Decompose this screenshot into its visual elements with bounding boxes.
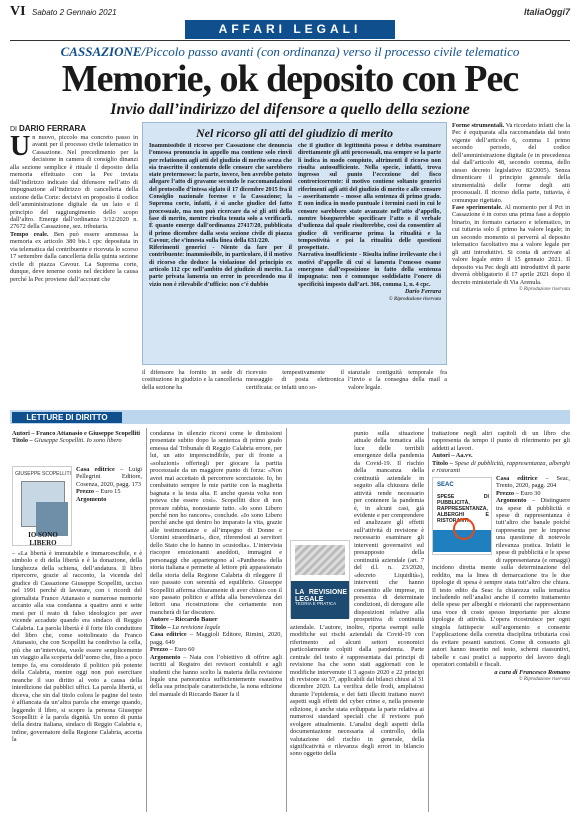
article-text-3: Va ricordato infatti che la Pec è equiparata alla raccomandata dal testo vigente dell’articolo 6, comma 1 primo secondo periodo, del codice dell’amministrazione digitale (e in precedenza dal dall’articolo 48, secondo comma, dello stesso decreto legislativo 82/2005). Senza dimenticare il principio generale della strumentalità delle forme degli atti processuali. Il ricorso della parte, tuttavia, è comunque rigettato. [452, 122, 570, 204]
headline: Memorie, ok deposito con Pec [61, 58, 519, 100]
book3-casa-label: Casa editrice [496, 474, 538, 482]
book3-casa: – Seac, Trento, 2020, pagg. 204 [496, 474, 570, 490]
publication-brand: ItaliaOggi7 [523, 7, 570, 17]
book1-prezzo-label: Prezzo [76, 488, 95, 496]
section-banner: AFFARI LEGALI [185, 20, 395, 39]
cover-photo-frame [21, 481, 65, 527]
cover3-brand: SEAC [437, 481, 454, 488]
article-bottom-1: il difensore ha fornito in sede di costituzione in giudizio e la cancelleria della sezione ha [142, 369, 242, 391]
book1-header [12, 430, 142, 464]
book-cover-scopelliti [12, 466, 72, 546]
cover3-title: SPESE DI PUBBLICITÀ, RAPPRESENTANZA, ALBERGHI E RISTORANTI [437, 493, 489, 524]
book1-casa-label: Casa editrice [76, 466, 115, 473]
book2-prezzo-label: Prezzo [150, 646, 169, 654]
book1-title: Giuseppe Scopelliti. Io sono libero [32, 437, 122, 445]
book1-meta [76, 466, 142, 548]
byline-author: DARIO FERRARA [18, 124, 87, 133]
book2-continued: punto sulla situazione attuale della tematica alla luce delle terribili emergenze della pandemia da Covid-19. Il rischio della mancanza della continuità aziendale in seguito alla chiusura delle attività rende necessario per contenere la pandemia è, in alcuni casi, già evidente e per comprendere ed analizzare gli effetti sull’attività di revisione è necessario esaminare gli interventi governativi sul presupposto della continuità aziendale (art. 7 del d.l. n. 23/2020, «decreto Liquidità»), interventi che hanno consentito alle imprese, in presenza di determinate condizioni, di derogare alle disposizioni relative alla prospettiva di continuità aziendale. L’autore, inoltre, riporta esempi sulle modifiche sui rischi aziendali da Covid-19 con riferimento ad alcuni settori economici particolarmente colpiti dalla pandemia. Parte centrale del testo è rappresentata dai principi di revisione Isa che sono stati aggiornati con le modifiche intervenute il 3 agosto 2020 e 22 principi di revisione su 37, applicabili dai bilanci chiusi al 31 dicembre 2020. La verifica delle frodi, ampliatosi durante l’epidemia, e dei fatti illeciti trattano nuovi aspetti sugli effetti del cyber crime e, nella presente edizione, è anche stata sviluppata la parte relativa ai numerosi standard speciali che il revisore può svolgere attualmente. L’analisi degli aspetti della documentazione necessaria al controllo, della valutazione del rischio in generale, della significatività e rilevanza degli errori in bilancio sono oggetto della [290, 430, 424, 758]
cover-pattern [295, 545, 345, 575]
article-text-2: Ben può essere ammessa la memoria ex articolo 380 bis.1 cpc depositata in via telematica dal contribuente e ricevuta lo scorso 17 settembre dalla cancelleria della quinta sezione civile di piazza Cavour. La Suprema corte, dunque, deve tenerne conto nel decidere la causa perché la Pec proviene dall’account che [10, 230, 138, 283]
cover-author: GIUSEPPE SCOPELLITI [15, 471, 71, 477]
letture-label: LETTURE DI DIRITTO [12, 412, 122, 423]
article-column-1 [10, 134, 138, 394]
issue-date: Sabato 2 Gennaio 2021 [32, 8, 117, 17]
divider-3 [428, 428, 429, 812]
book2-end: trattazione negli altri capitoli di un libro che rappresenta da tempo il punto di riferimento per gli addetti ai lavori. [432, 430, 570, 452]
subheadline: Invio dall’indirizzo del difensore a quello della sezione [110, 101, 470, 118]
book2-arg-label: Argomento [150, 653, 181, 661]
book2-arg: – Nata con l’obiettivo di offrire agli iscritti al Registro dei revisori contabili e agli studenti che hanno scelto la materia della revisione legale una panoramica sufficientemente esaustiva della sua principale caratteristiche, la nona edizione del manuale di Riccardo Bauer fa il [150, 653, 282, 698]
letture-column-4 [432, 430, 570, 812]
box-title: Nel ricorso gli atti del giudizio di merito [195, 126, 393, 140]
sidebar-box [142, 122, 447, 365]
cover2-sub: TEORIA E PRATICA [295, 601, 337, 606]
book2-casa-label: Casa editrice [150, 631, 187, 639]
article-text-4: Al momento per il Pct in Cassazione è in corso una prima fase a doppio binario, in formato cartaceo e telematico, in cui tuttavia solo il primo ha valore legale; in un secondo momento si perverrà al deposito telematico facoltativo ma a valore legale per gli atti introduttivi. Si conta di arrivare al valore legale entro il 15 gennaio 2021. Il deposito via Pec degli atti introduttivi di parte diverrà obbligatorio il 17 aprile 2021 dopo il decreto ministeriale di Via Arenula. [452, 203, 570, 286]
article-text-1: n nuovo, piccolo ma concreto passo in avanti per il processo civile telematico in Cassazione. Nel precedimento per la decisione in camera di consiglio dinanzi alla sezione semplice è ritualе il deposito della memoria effettuato con la Pec inviata dall’indirizzo indicato dal difensore nell’atto di impugnazione all’indirizzo di cancelleria della sezione della Corte: decisivi en proposito il codice dell’amministrazione digitale da un lato e il principio del raggiungimento dello scopo dall’altro. Emerge dall’ordinanza 3/12/2020 n. 27672 della Cassazione, sez. tributaria. [10, 134, 138, 231]
book1-casa: – Luigi Pellegrini Editore, Cosenza, 2020, pagg. 173 [76, 466, 142, 488]
book3-arg-label: Argomento [496, 497, 527, 505]
letture-copyright: © Riproduzione riservata [518, 676, 570, 682]
article-column-right [452, 122, 570, 400]
subhead-tempo-reale: Tempo reale. [10, 230, 49, 238]
curator: a cura di Francesco Romano [494, 668, 570, 676]
byline [10, 124, 86, 133]
box-copyright: © Riproduzione riservata [388, 297, 441, 303]
article-bottom-2: ricevuto tempestivamente il messaggio di posta elettronica certificata: ce infatti uno so- [246, 369, 344, 391]
subhead-fase: Fase sperimentale. [452, 203, 503, 211]
box-text-3: che il giudice di legittimità possa e debba esaminare direttamente gli atti processuali, ma sempre se la parte li indica in modo compiuto, altrimenti il ricorso non risulta autosufficiente. Nella specie, infatti, trova ingresso sul punto l’eccezione del fisco controricorrente: il motivo contiene soltanto generici riferimenti agli atti del giudizio di merito e alle censure – asseritamente – mosse alla sentenza di primo grado. E non indica in modo puntuale i termini casti in cui le censure sarebbero state avanzate nell’atto d’appello, mentre bisognerebbe specificare l’atto o il verbale d’udienza dal quale risulterebbe, così da consentire al giudice di verificarne prima la ritualità e la tempestività e poi la ritualità delle questioni prospettate. [298, 143, 441, 252]
article-copyright: © Riproduzione riservata [518, 286, 570, 292]
header-rule [10, 40, 570, 41]
byline-prefix: DI [10, 126, 17, 133]
letture-column-2 [150, 430, 282, 812]
article-bottom-3: stanziale contiguità temporale fra l’invio e la consegna della mail a valore legale. [348, 369, 447, 391]
book1-continued: condanna in silenzio ricorsi come le dimissioni presentate subito dopo la sentenza di primo grado emessa dal Tribunale di Reggio Calabria errore, per lui, un atto imprescindibile, pur di fronte a «soluzioni» offertegli per giocare la partita processuale da un maggiore punto di forza: «Non avrei mai accettato di percorrere scorciatoie. Io, ho combattuto sempre le mie partite con la maglietta bagnata e la testa alta. E anche questa volta non poteva che essere così». Scopelliti dice di non provare rabbia, nonostante tutto. «Io sono Libero perché non ho rancore», conclude. «Io sono Libero perché anche qui dentro ho imparato la vita, grazie alle testimonianze e all’impegno di Donne e Uomini straordinari», dice, riferendosi ai servitori dello Stato che lo hanno in «custodia». L’intervista riscopre emozionanti aneddoti, immagini e personaggi che appartengono al «Pantheon» della storia italiana e permette al lettore più appassionato della storia della Regione Calabria di rileggere il suo passato con serenità ed equilibrio. Giuseppe Scopelliti afferma chiaramente di aver chiuso con il suo passato politico e affida alla benevolenza dei lettori una ricostruzione che certamente non mancherà di far discutere. [150, 430, 282, 616]
book3-authors: Autori – Aa.vv. [432, 452, 473, 460]
kicker-lead: CASSAZIONE/ [60, 44, 146, 59]
book2-author: Autore – Riccardo Bauer [150, 616, 218, 624]
divider-1 [146, 428, 147, 812]
box-text-2: Riferimenti generici - Niente da fare per il contribuente: inammissibile, in particolare, il il motivo di ricorso che deduce la violazione del principio ex articolo 112 cpc nell’ambito del giudizio di merito. La parte privata lamenta un error in procedendo ma il vizio non è rilevabile d’ufficio: non c’è dubbio [149, 245, 292, 288]
book2-title: La revisione legale [170, 623, 221, 631]
book3-title: Spese di pubblicità, rappresentanza, alberghi e ristoranti [432, 459, 570, 475]
book2-title-label: Titolo – [150, 623, 171, 631]
cover3-ring [453, 518, 475, 540]
box-text-4: Narrativa insufficiente - Risulta infine irrilevante che i motivi d’appello di cui si lamenta l’omesso esame emergono dall’esposizione in fatto della sentenza impugnata: non è comunque soddisfatto l’onere di specificità imposto dall’art. 366, comma 1, n. 4 cpc. [298, 252, 441, 288]
subhead-forme: Forme strumentali. [452, 122, 505, 129]
book2-prezzo: – Euro 60 [168, 646, 195, 654]
book1-arg-label: Argomento [76, 495, 107, 503]
book1-prezzo: – Euro 15 [94, 488, 121, 496]
book-cover-seac [432, 477, 492, 555]
box-text-1: Inammissibile il ricorso per Cassazione che denuncia l’omessa pronuncia in appello ma contiene solo rinvii per relationem agli atti del giudizio di merito senza che sia trascritto il contenuto delle censure che sarebbero state pretermesse: la parte, invece, ben avrebbe potuto allegare l’atto di gravame secondo le raccomandazioni del protocollo d’intesa siglato il 17 dicembre 2015 fra il Consiglio nazionale forense e la Cassazione; la Suprema corte, infatti, è si anche giudice del fatto processuale, ma non può ricercare da sé gli atti della fase di merito, mentre risulta tenuta solo a verificarli. È quanto emerge dall’ordinanza 27417/20, pubblicata il primo dicembre dalla sesta sezione civile di piazza Cavour, che s’innesta sulla linea della 631/220. [149, 143, 292, 244]
box-column-2 [298, 143, 441, 363]
kicker-rest: Piccolo passo avanti (con ordinanza) verso il processo civile telematico [145, 44, 520, 59]
divider-2 [286, 428, 287, 812]
box-signature: Dario Ferrara [404, 288, 441, 295]
drop-cap: U [10, 134, 31, 162]
page-number: VI [10, 4, 26, 19]
book3-title-label: Titolo – [432, 459, 453, 467]
book1-authors: Autori – Franco Attanasio e Giuseppe Scopelliti [12, 430, 141, 437]
book3-arg: – Distinguere tra spese di pubblicità e spese di rappresentanza è tutt’altro che banale poiché rappresenta per le imprese una questione di notevole rilevanza pratica. Infatti le spese di pubblicità e le spese di rappresentanza (e omaggi) incidono diretta mente sulla determinazione del reddito, ma la linea di demarcazione tra le due tipologie di spesa è sempre stata tutt’altro che chiara. Il testo edito da Seac fa chiarezza sulla tematica includendo nell’analisi anche il corretto trattamento delle spese per alberghi e ristoranti che rappresentano una voce di costo spesso importante per alcune tipologie di attività. L’opera ricostruisce per ogni singola fattispecie sull’argomento e consente l’applicazione della corretta disciplina tributaria così da evitare pesanti sanzioni. Come di consueto gli autori hanno inserito nel testo, schemi riassuntivi, tabelle e casi pratici a supporto del lavoro degli operatori contabili e fiscali. [432, 497, 570, 669]
letture-column-3 [290, 430, 424, 812]
cover-title: IO SONO LIBERO [28, 531, 58, 547]
book3-prezzo: – Euro 30 [514, 489, 541, 497]
book1-title-label: Titolo – [12, 437, 33, 445]
cover2-title: LA REVISIONE LEGALE [295, 589, 347, 603]
book2-casa: – Maggioli Editore, Rimini, 2020, pagg. 649 [150, 631, 282, 646]
book3-prezzo-label: Prezzo [496, 489, 515, 497]
book-cover-revisione [290, 540, 350, 618]
box-column-1 [149, 143, 292, 363]
book1-body: – «La libertà è immutabile e immarcescibile, e è simbolo e di della libertà e è la donazione, della lunghezza della schiena, dell’andatura. Il libro ripercorre, grazie al racconto, la vicenda del giudice di Cassazione Giuseppe Scopelliti, ucciso nel 1991 perché di lavorare, con i ricordi del giornalista Franco Attanasio e numerose memorie accanto alla sua condanna a quattro anni e sette mesi per il reato di falso ideologico per aver vicende accadute quando era sindaco di Reggio Calabria. La parola libertà è il forte filo conduttore del libro che, come sottolineato da Franco Attanasio, che con Scopelliti ha condiviso la cella, più che un’intervista, vuole essere semplicemente un viaggio alla scoperta dell’uomo che, fino a poco tempo fa, era considerato il politico più potente della Calabria, mentre oggi non può esercitare neanche il suo diritto al voto a causa della interdizione dai pubblici uffici. La parola libertà, si diceva, che sin dal titolo colora le pagine del testo è affiancata da un’altra parola che emerge quando, leggendo il libro, si scopre la persona Giuseppe Scopelliti: è la parola dignità. Un uomo di punta della destra italiana, sindaco di Reggio Calabria e, infine, governatore della Regione Calabria, accetta la [12, 550, 142, 744]
